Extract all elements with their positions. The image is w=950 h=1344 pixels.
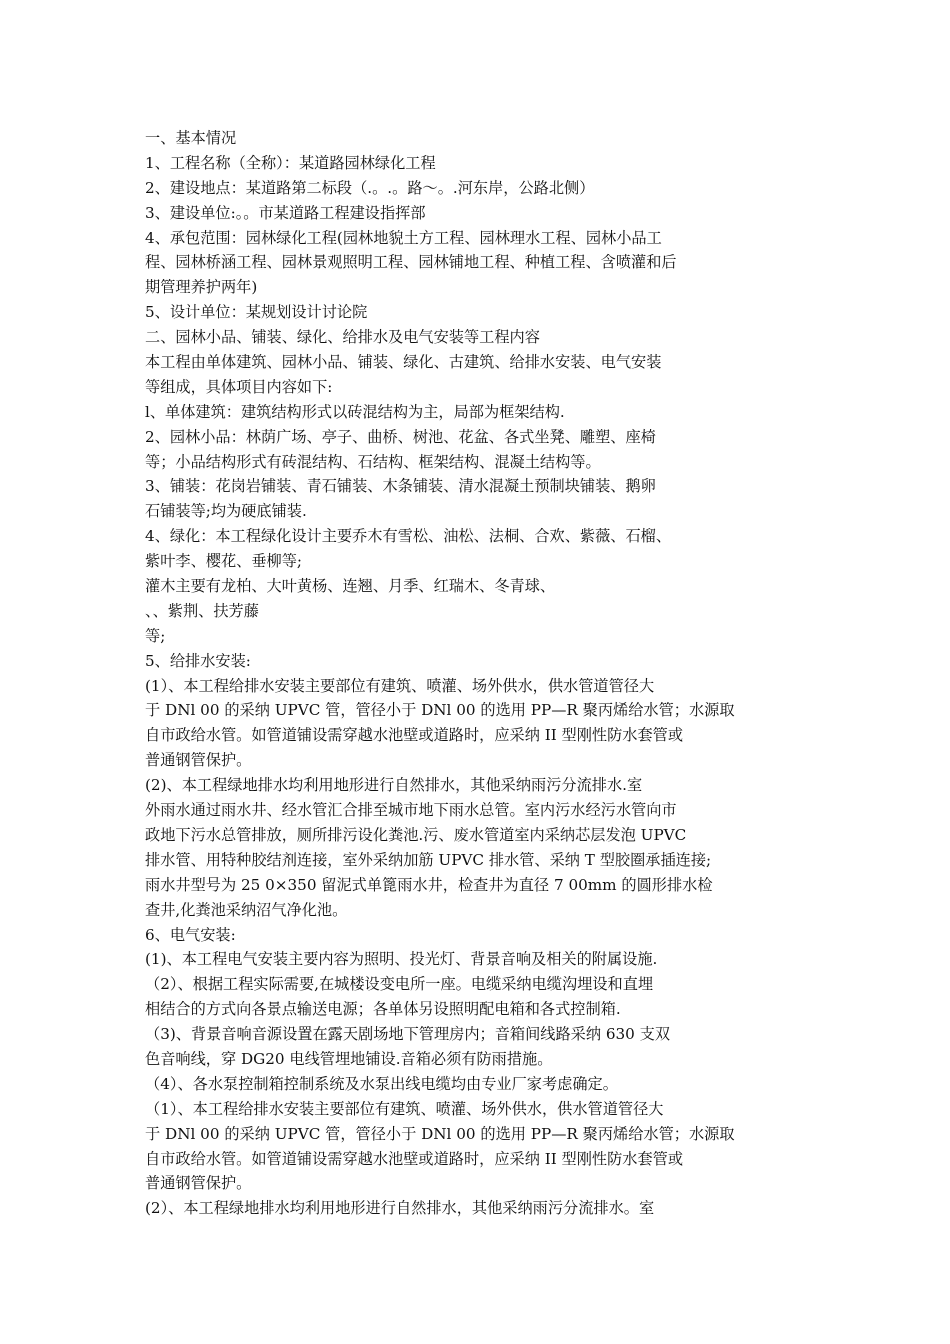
text-line: 相结合的方式向各景点输送电源；各单体另设照明配电箱和各式控制箱.	[145, 1000, 621, 1019]
section-heading-basic-info: 一、基本情况	[145, 129, 237, 147]
text-line: 6、电气安装:	[145, 925, 236, 944]
text-line: 政地下污水总管排放，厕所排污设化粪池.污、废水管道室内采纳芯层发泡 UPVC	[145, 825, 687, 844]
text-line: （3)、背景音响音源设置在露天剧场地下管理房内；音箱间线路采纳 630 支双	[145, 1025, 671, 1044]
text-line: 等组成，具体项目内容如下:	[145, 377, 333, 396]
text-line: 色音响线，穿 DG20 电线管埋地铺设.音箱必须有防雨措施。	[145, 1049, 553, 1068]
text-line: 1、工程名称（全称）：某道路园林绿化工程	[145, 153, 436, 172]
text-line: 雨水井型号为 25 0×350 留泥式单篦雨水井，检查井为直径 7 00mm 的圆形排水检	[145, 875, 713, 894]
text-line: (1）、本工程给排水安装主要部位有建筑、喷灌、场外供水，供水管道管径大	[145, 676, 655, 695]
text-line: l、单体建筑：建筑结构形式以砖混结构为主，局部为框架结构.	[145, 402, 565, 421]
text-line: 4、承包范围：园林绿化工程(园林地貌土方工程、园林理水工程、园林小品工	[145, 228, 662, 247]
text-line: 普通钢管保护。	[145, 1174, 252, 1193]
text-line: 5、设计单位：某规划设计讨论院	[145, 303, 368, 322]
text-line: 2、建设地点：某道路第二标段（.。.。路～。.河东岸，公路北侧）	[145, 178, 595, 197]
text-line: （1）、本工程给排水安装主要部位有建筑、喷灌、场外供水，供水管道管径大	[145, 1099, 664, 1118]
text-line: 4、绿化：本工程绿化设计主要乔木有雪松、油松、法桐、合欢、紫薇、石榴、	[145, 527, 672, 546]
text-line: 5、给排水安装:	[145, 651, 251, 670]
text-line: (2）、本工程绿地排水均利用地形进行自然排水，其他采纳雨污分流排水。室	[145, 1199, 655, 1218]
text-line: 外雨水通过雨水井、经水管汇合排至城市地下雨水总管。室内污水经污水管向市	[145, 801, 677, 820]
text-line: 3、建设单位:。。市某道路工程建设指挥部	[145, 203, 426, 222]
text-line: 自市政给水管。如管道铺设需穿越水池壁或道路时，应采纳 II 型刚性防水套管或	[145, 726, 684, 745]
text-line: (1)、本工程电气安装主要内容为照明、投光灯、背景音响及相关的附属设施.	[145, 950, 658, 969]
text-line: 灌木主要有龙柏、大叶黄杨、连翘、月季、红瑞木、冬青球、	[145, 577, 556, 596]
text-line: 期管理养护两年)	[145, 278, 258, 297]
text-line: 紫叶李、樱花、垂柳等;	[145, 552, 302, 571]
text-line: 排水管、用特种胶结剂连接，室外采纳加筋 UPVC 排水管、采纳 T 型胶圈承插连接;	[145, 850, 712, 869]
text-line: 查井,化粪池采纳沼气净化池。	[145, 900, 348, 919]
section-heading-works: 二、园林小品、铺装、绿化、给排水及电气安装等工程内容	[145, 328, 540, 347]
text-line: 、、紫荆、扶芳藤	[145, 601, 259, 620]
text-line: 程、园林桥涵工程、园林景观照明工程、园林铺地工程、种植工程、含喷灌和后	[145, 253, 677, 272]
text-line: 3、铺装：花岗岩铺装、青石铺装、木条铺装、清水混凝土预制块铺装、鹅卵	[145, 477, 656, 496]
text-line: （4）、各水泵控制箱控制系统及水泵出线电缆均由专业厂家考虑确定。	[145, 1074, 618, 1093]
document-body	[145, 126, 785, 1221]
text-line: 自市政给水管。如管道铺设需穿越水池壁或道路时，应采纳 II 型刚性防水套管或	[145, 1149, 684, 1168]
text-line: 等；小品结构形式有砖混结构、石结构、框架结构、混凝土结构等。	[145, 452, 601, 471]
text-line: 普通钢管保护。	[145, 751, 252, 770]
text-line: 2、园林小品：林荫广场、亭子、曲桥、树池、花盆、各式坐凳、雕塑、座椅	[145, 427, 656, 446]
text-line: 于 DNl 00 的采纳 UPVC 管，管径小于 DNl 00 的选用 PP—R 聚丙烯给水管；水源取	[145, 701, 735, 720]
text-line: 于 DNl 00 的采纳 UPVC 管，管径小于 DNl 00 的选用 PP—R 聚丙烯给水管；水源取	[145, 1124, 735, 1143]
text-line: 等;	[145, 626, 166, 645]
text-line: 本工程由单体建筑、园林小品、铺装、绿化、古建筑、给排水安装、电气安装	[145, 353, 662, 372]
text-line: 石铺装等;均为硬底铺装.	[145, 502, 307, 521]
text-line: （2）、根据工程实际需要,在城楼设变电所一座。电缆采纳电缆沟埋设和直埋	[145, 975, 654, 994]
text-line: (2)、本工程绿地排水均利用地形进行自然排水，其他采纳雨污分流排水.室	[145, 776, 643, 795]
